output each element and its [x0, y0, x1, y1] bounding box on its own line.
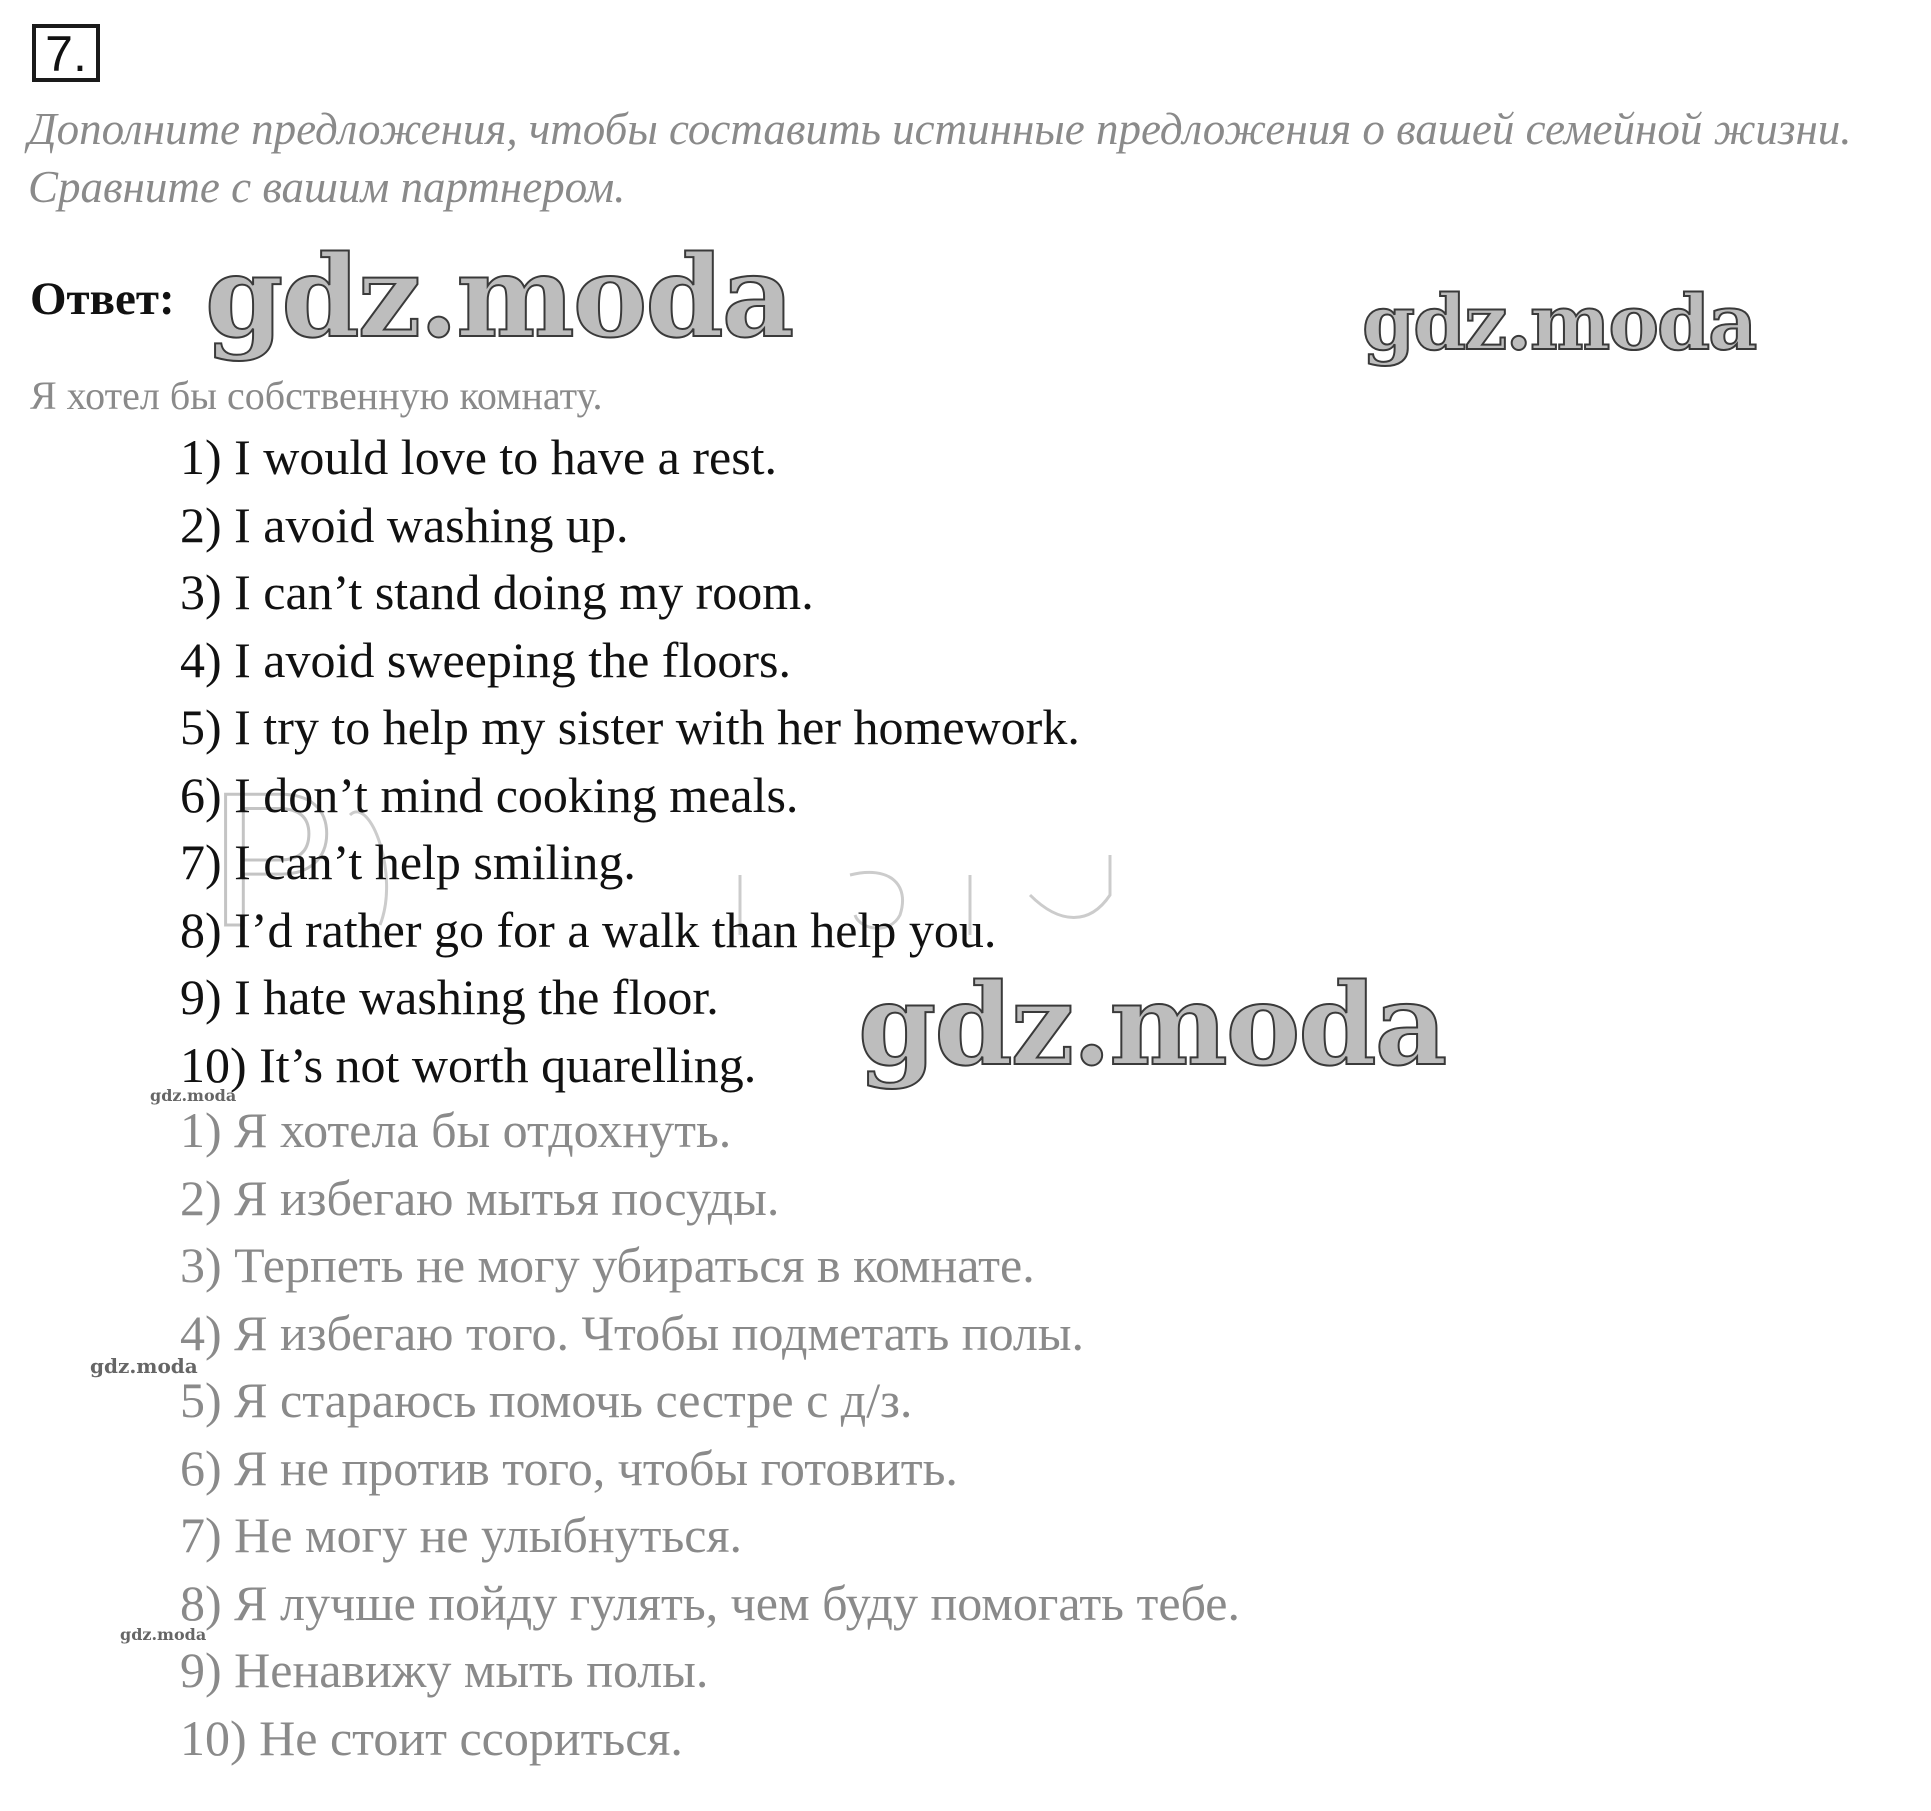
list-item: 9) Ненавижу мыть полы. [180, 1642, 709, 1698]
list-item: 4) Я избегаю того. Чтобы подметать полы. [180, 1304, 1084, 1361]
list-item: 2) Я избегаю мытья посуды. [180, 1169, 780, 1226]
list-item: 10) Не стоит ссориться. [180, 1709, 683, 1766]
list-item: 3) Терпеть не могу убираться в комнате. [180, 1237, 1035, 1293]
watermark-logo: gdz.moda [205, 232, 793, 363]
answer-label: Ответ: [30, 273, 175, 325]
list-item: 5) I try to help my sister with her homework. [180, 699, 1080, 755]
list-item: 2) I avoid washing up. [180, 496, 629, 553]
list-item: 3) I can’t stand doing my room. [180, 564, 814, 620]
task-instruction: Дополните предложения, чтобы составить истинные предложения о вашей семейной жизни. Сравните с вашим партнером. [28, 104, 1852, 212]
list-item: 10) It’s not worth quarelling. [180, 1036, 757, 1093]
list-item: 4) I avoid sweeping the floors. [180, 631, 791, 688]
list-item: 6) Я не против того, чтобы готовить. [180, 1439, 958, 1496]
list-item: 6) I don’t mind cooking meals. [180, 766, 799, 823]
watermark-small: gdz.moda [120, 1625, 207, 1644]
watermark-logo: gdz.moda [858, 960, 1446, 1091]
list-item: 8) Я лучше пойду гулять, чем буду помогать тебе. [180, 1574, 1240, 1631]
watermark-small: gdz.moda [90, 1354, 198, 1378]
list-item: 1) Я хотела бы отдохнуть. [180, 1102, 732, 1158]
task-number-box: 7. [32, 24, 100, 82]
russian-sentences-list [180, 1097, 1240, 1772]
answer-subheading: Я хотел бы собственную комнату. [30, 373, 603, 418]
watermark-logo: gdz.moda [1362, 278, 1756, 367]
watermark-small: gdz.moda [150, 1086, 237, 1105]
list-item: 9) I hate washing the floor. [180, 969, 719, 1025]
faded-logo-letter: P [210, 755, 337, 955]
list-item: 7) I can’t help smiling. [180, 834, 636, 890]
list-item: 5) Я стараюсь помочь сестре с д/з. [180, 1372, 913, 1428]
list-item: 1) I would love to have a rest. [180, 429, 778, 485]
list-item: 7) Не могу не улыбнуться. [180, 1507, 742, 1563]
list-item: 8) I’d rather go for a walk than help you. [180, 901, 997, 958]
